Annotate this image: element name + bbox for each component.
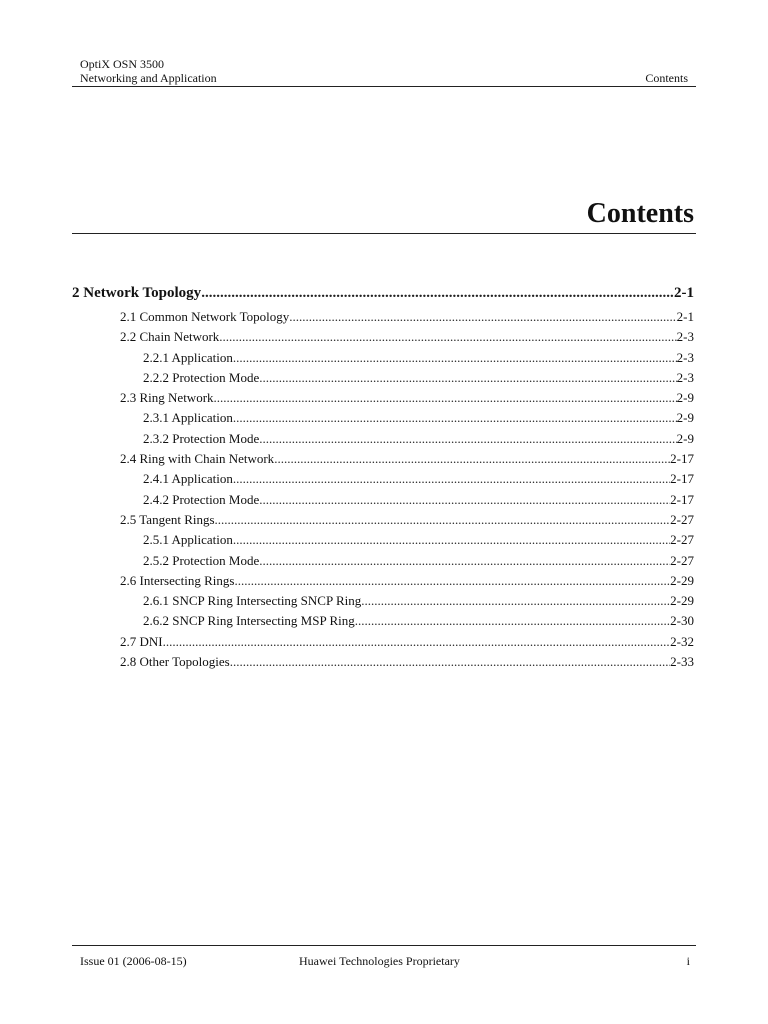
toc-entry-page: 2-17: [670, 451, 694, 467]
toc-entry[interactable]: [72, 551, 694, 571]
toc-entry[interactable]: [72, 591, 694, 611]
toc-entry[interactable]: [72, 530, 694, 550]
toc-entry[interactable]: [72, 327, 694, 347]
toc-entry[interactable]: [72, 388, 694, 408]
toc-leader-dots: [289, 307, 676, 327]
toc-entry-page: 2-33: [670, 654, 694, 670]
toc-entry-page: 2-29: [670, 593, 694, 609]
toc-entry[interactable]: [72, 348, 694, 368]
toc-entry-title: 2.3.2 Protection Mode: [143, 430, 260, 446]
toc-entry-page: 2-17: [670, 471, 694, 487]
toc-entry-title: 2.6 Intersecting Rings: [120, 572, 235, 588]
toc-entry-title: 2 Network Topology: [72, 285, 202, 301]
toc-leader-dots: [259, 368, 676, 388]
toc-leader-dots: [233, 348, 677, 368]
toc-entry-page: 2-9: [676, 390, 694, 406]
toc-entry-title: 2.8 Other Topologies: [120, 654, 230, 670]
header-section: Contents: [645, 71, 688, 85]
toc-entry-title: 2.5 Tangent Rings: [120, 511, 215, 527]
toc-entry[interactable]: [72, 408, 694, 428]
toc-entry-page: 2-3: [676, 329, 694, 345]
toc-entry[interactable]: [72, 429, 694, 449]
toc-leader-dots: [355, 611, 670, 631]
toc-entry-title: 2.2.1 Application: [143, 349, 233, 365]
toc-leader-dots: [163, 632, 671, 652]
toc-entry[interactable]: [72, 368, 694, 388]
toc-entry[interactable]: [72, 490, 694, 510]
toc-entry-title: 2.4.1 Application: [143, 471, 233, 487]
header-manual-title: Networking and Application: [80, 71, 217, 85]
toc-entry-title: 2.2.2 Protection Mode: [143, 369, 260, 385]
toc-entry-page: 2-9: [676, 430, 694, 446]
header-product: OptiX OSN 3500: [80, 57, 165, 71]
toc-entry[interactable]: [72, 510, 694, 530]
toc-leader-dots: [259, 551, 670, 571]
toc-entry-title: 2.2 Chain Network: [120, 329, 220, 345]
toc-leader-dots: [219, 327, 676, 347]
toc-entry[interactable]: [72, 449, 694, 469]
footer-company: Huawei Technologies Proprietary: [299, 954, 460, 968]
toc-entry-page: 2-3: [676, 369, 694, 385]
footer-page-number: i: [686, 954, 690, 968]
title-rule: [72, 233, 696, 234]
toc-entry-page: 2-17: [670, 491, 694, 507]
toc-entry-page: 2-30: [670, 613, 694, 629]
toc-entry-title: 2.5.1 Application: [143, 532, 233, 548]
toc-leader-dots: [233, 408, 677, 428]
toc-entry-title: 2.4.2 Protection Mode: [143, 491, 260, 507]
toc-entry-title: 2.5.2 Protection Mode: [143, 552, 260, 568]
toc-leader-dots: [259, 429, 676, 449]
toc-leader-dots: [234, 571, 670, 591]
page-header: [72, 57, 696, 87]
toc-entry-title: 2.6.1 SNCP Ring Intersecting SNCP Ring: [143, 593, 362, 609]
toc-entry[interactable]: [72, 632, 694, 652]
toc-entry-page: 2-27: [670, 552, 694, 568]
toc-leader-dots: [201, 281, 674, 305]
toc-leader-dots: [259, 490, 670, 510]
table-of-contents: [72, 281, 694, 672]
toc-entry-page: 2-3: [676, 349, 694, 365]
toc-entry-page: 2-9: [676, 410, 694, 426]
toc-entry-title: 2.3.1 Application: [143, 410, 233, 426]
toc-entry-page: 2-27: [670, 532, 694, 548]
toc-entry-title: 2.1 Common Network Topology: [120, 309, 290, 324]
toc-entry-page: 2-27: [670, 511, 694, 527]
footer-issue: Issue 01 (2006-08-15): [80, 954, 187, 968]
toc-entry[interactable]: [72, 571, 694, 591]
toc-leader-dots: [233, 469, 670, 489]
toc-leader-dots: [361, 591, 670, 611]
toc-entry[interactable]: [72, 652, 694, 672]
toc-entry[interactable]: [72, 281, 694, 307]
toc-leader-dots: [233, 530, 670, 550]
toc-leader-dots: [214, 388, 677, 408]
toc-entry-page: 2-29: [670, 572, 694, 588]
header-rule: [72, 86, 696, 87]
toc-entry[interactable]: [72, 307, 694, 327]
toc-entry[interactable]: [72, 611, 694, 631]
page-footer: [72, 945, 696, 974]
toc-entry-title: 2.4 Ring with Chain Network: [120, 451, 275, 467]
toc-leader-dots: [274, 449, 670, 469]
toc-entry-title: 2.3 Ring Network: [120, 390, 214, 406]
toc-entry-page: 2-1: [676, 309, 694, 324]
toc-entry[interactable]: [72, 469, 694, 489]
toc-leader-dots: [230, 652, 670, 672]
toc-leader-dots: [215, 510, 671, 530]
toc-entry-page: 2-1: [674, 285, 694, 301]
toc-entry-title: 2.6.2 SNCP Ring Intersecting MSP Ring: [143, 613, 355, 629]
toc-entry-title: 2.7 DNI: [120, 633, 163, 649]
toc-entry-page: 2-32: [670, 633, 694, 649]
page-title: Contents: [586, 198, 694, 229]
